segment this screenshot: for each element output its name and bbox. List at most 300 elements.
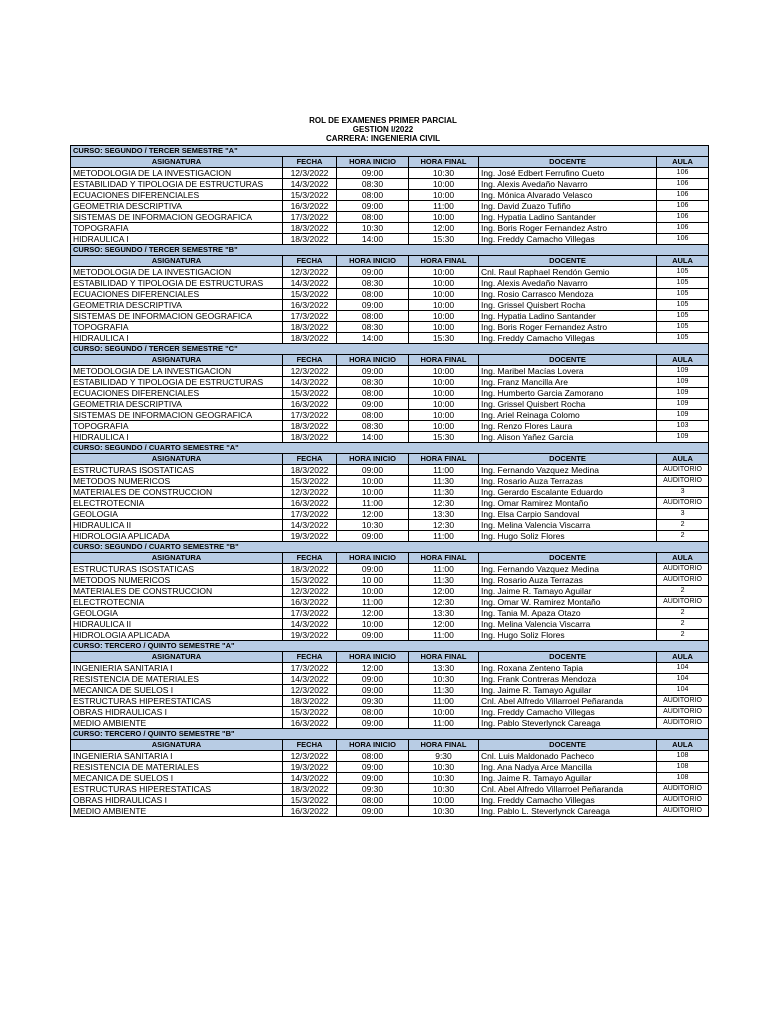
column-header-room: AULA	[657, 256, 709, 267]
table-row	[71, 520, 709, 531]
start-time-cell: 08:30	[337, 377, 409, 388]
end-time-cell: 10:00	[409, 795, 479, 806]
table-row	[71, 399, 709, 410]
room-cell: AUDITORIO	[657, 597, 709, 608]
teacher-cell: Ing. Alexis Avedaño Navarro	[479, 278, 657, 289]
room-cell: 2	[657, 630, 709, 641]
table-row	[71, 311, 709, 322]
room-cell: AUDITORIO	[657, 575, 709, 586]
start-time-cell: 08:00	[337, 751, 409, 762]
room-cell: 106	[657, 168, 709, 179]
room-cell: 108	[657, 751, 709, 762]
subject-cell: HIDRAULICA II	[71, 619, 283, 630]
table-row	[71, 234, 709, 245]
column-header-start-time: HORA INICIO	[337, 157, 409, 168]
start-time-cell: 08:30	[337, 421, 409, 432]
date-cell: 14/3/2022	[283, 520, 337, 531]
room-cell: 105	[657, 267, 709, 278]
teacher-cell: Ing. Tania M. Apaza Otazo	[479, 608, 657, 619]
table-row	[71, 300, 709, 311]
course-header-row	[71, 542, 709, 553]
room-cell: AUDITORIO	[657, 718, 709, 729]
subject-cell: MATERIALES DE CONSTRUCCION	[71, 487, 283, 498]
room-cell: AUDITORIO	[657, 564, 709, 575]
teacher-cell: Ing. Jaime R. Tamayo Aguilar	[479, 586, 657, 597]
room-cell: 106	[657, 212, 709, 223]
end-time-cell: 10:00	[409, 289, 479, 300]
teacher-cell: Ing. Alison Yañez Garcia	[479, 432, 657, 443]
start-time-cell: 09:30	[337, 784, 409, 795]
teacher-cell: Ing. Ana Nadya Arce Mancilla	[479, 762, 657, 773]
date-cell: 18/3/2022	[283, 234, 337, 245]
table-row	[71, 575, 709, 586]
date-cell: 18/3/2022	[283, 223, 337, 234]
room-cell: AUDITORIO	[657, 476, 709, 487]
document-title: ROL DE EXAMENES PRIMER PARCIAL	[309, 116, 457, 125]
subject-cell: INGENIERIA SANITARIA I	[71, 663, 283, 674]
subject-cell: RESISTENCIA DE MATERIALES	[71, 762, 283, 773]
date-cell: 16/3/2022	[283, 300, 337, 311]
end-time-cell: 10:00	[409, 179, 479, 190]
end-time-cell: 11:00	[409, 718, 479, 729]
room-cell: 109	[657, 377, 709, 388]
date-cell: 15/3/2022	[283, 476, 337, 487]
room-cell: AUDITORIO	[657, 696, 709, 707]
room-cell: AUDITORIO	[657, 465, 709, 476]
start-time-cell: 10 00	[337, 575, 409, 586]
column-header-row	[71, 355, 709, 366]
column-header-date: FECHA	[283, 553, 337, 564]
start-time-cell: 08:00	[337, 212, 409, 223]
end-time-cell: 11:00	[409, 564, 479, 575]
room-cell: 106	[657, 179, 709, 190]
date-cell: 14/3/2022	[283, 278, 337, 289]
teacher-cell: Ing. Maribel Macías Lovera	[479, 366, 657, 377]
end-time-cell: 10:00	[409, 322, 479, 333]
end-time-cell: 12:00	[409, 586, 479, 597]
room-cell: 104	[657, 674, 709, 685]
start-time-cell: 09:00	[337, 300, 409, 311]
teacher-cell: Ing. Jaime R. Tamayo Aguilar	[479, 773, 657, 784]
teacher-cell: Ing. Freddy Camacho Villegas	[479, 795, 657, 806]
document-header	[70, 116, 696, 143]
end-time-cell: 11:30	[409, 487, 479, 498]
subject-cell: MEDIO AMBIENTE	[71, 806, 283, 817]
course-title: CURSO: TERCERO / QUINTO SEMESTRE "A"	[71, 641, 709, 652]
room-cell: 109	[657, 432, 709, 443]
column-header-teacher: DOCENTE	[479, 157, 657, 168]
teacher-cell: Ing. Freddy Camacho Villegas	[479, 707, 657, 718]
table-row	[71, 685, 709, 696]
end-time-cell: 10:00	[409, 410, 479, 421]
date-cell: 12/3/2022	[283, 366, 337, 377]
date-cell: 15/3/2022	[283, 575, 337, 586]
column-header-start-time: HORA INICIO	[337, 355, 409, 366]
room-cell: 3	[657, 509, 709, 520]
column-header-subject: ASIGNATURA	[71, 355, 283, 366]
end-time-cell: 11:30	[409, 476, 479, 487]
start-time-cell: 14:00	[337, 333, 409, 344]
start-time-cell: 12:00	[337, 608, 409, 619]
column-header-start-time: HORA INICIO	[337, 740, 409, 751]
table-row	[71, 377, 709, 388]
end-time-cell: 10:30	[409, 784, 479, 795]
start-time-cell: 08:00	[337, 388, 409, 399]
date-cell: 12/3/2022	[283, 487, 337, 498]
subject-cell: SISTEMAS DE INFORMACION GEOGRAFICA	[71, 311, 283, 322]
subject-cell: GEOMETRIA DESCRIPTIVA	[71, 300, 283, 311]
table-row	[71, 586, 709, 597]
column-header-end-time: HORA FINAL	[409, 454, 479, 465]
start-time-cell: 08:00	[337, 190, 409, 201]
subject-cell: HIDRAULICA I	[71, 234, 283, 245]
teacher-cell: Ing. Rosio Carrasco Mendoza	[479, 289, 657, 300]
teacher-cell: Ing. Hypatia Ladino Santander	[479, 212, 657, 223]
table-row	[71, 718, 709, 729]
date-cell: 19/3/2022	[283, 630, 337, 641]
date-cell: 17/3/2022	[283, 311, 337, 322]
date-cell: 14/3/2022	[283, 377, 337, 388]
column-header-subject: ASIGNATURA	[71, 454, 283, 465]
subject-cell: ECUACIONES DIFERENCIALES	[71, 289, 283, 300]
teacher-cell: Cnl. Abel Alfredo Villarroel Peñaranda	[479, 696, 657, 707]
column-header-end-time: HORA FINAL	[409, 553, 479, 564]
start-time-cell: 08:00	[337, 410, 409, 421]
subject-cell: HIDRAULICA I	[71, 432, 283, 443]
teacher-cell: Ing. Melina Valencia Viscarra	[479, 520, 657, 531]
end-time-cell: 10:00	[409, 707, 479, 718]
room-cell: 109	[657, 410, 709, 421]
table-row	[71, 619, 709, 630]
teacher-cell: Ing. Omar W. Ramirez Montaño	[479, 597, 657, 608]
room-cell: AUDITORIO	[657, 784, 709, 795]
subject-cell: GEOMETRIA DESCRIPTIVA	[71, 201, 283, 212]
document-subtitle: GESTION I/2022	[352, 125, 414, 134]
exam-schedule-table	[70, 145, 709, 817]
column-header-subject: ASIGNATURA	[71, 553, 283, 564]
room-cell: 3	[657, 487, 709, 498]
date-cell: 14/3/2022	[283, 619, 337, 630]
room-cell: 103	[657, 421, 709, 432]
column-header-teacher: DOCENTE	[479, 355, 657, 366]
column-header-row	[71, 553, 709, 564]
end-time-cell: 11:00	[409, 531, 479, 542]
subject-cell: GEOLOGIA	[71, 509, 283, 520]
end-time-cell: 10:30	[409, 168, 479, 179]
room-cell: 2	[657, 531, 709, 542]
end-time-cell: 10:00	[409, 267, 479, 278]
subject-cell: MEDIO AMBIENTE	[71, 718, 283, 729]
room-cell: 105	[657, 333, 709, 344]
teacher-cell: Ing. José Edbert Ferrufino Cueto	[479, 168, 657, 179]
start-time-cell: 09:00	[337, 762, 409, 773]
start-time-cell: 08:00	[337, 311, 409, 322]
table-row	[71, 608, 709, 619]
teacher-cell: Ing. Grissel Quisbert Rocha	[479, 399, 657, 410]
teacher-cell: Ing. Omar Ramirez Montaño	[479, 498, 657, 509]
end-time-cell: 10:00	[409, 421, 479, 432]
table-row	[71, 179, 709, 190]
end-time-cell: 15:30	[409, 234, 479, 245]
column-header-teacher: DOCENTE	[479, 553, 657, 564]
column-header-teacher: DOCENTE	[479, 652, 657, 663]
room-cell: 2	[657, 608, 709, 619]
course-header-row	[71, 146, 709, 157]
column-header-room: AULA	[657, 553, 709, 564]
date-cell: 15/3/2022	[283, 289, 337, 300]
subject-cell: ELECTROTECNIA	[71, 597, 283, 608]
start-time-cell: 08:00	[337, 707, 409, 718]
table-row	[71, 212, 709, 223]
teacher-cell: Ing. Gerardo Escalante Eduardo	[479, 487, 657, 498]
date-cell: 12/3/2022	[283, 685, 337, 696]
end-time-cell: 10:00	[409, 278, 479, 289]
column-header-date: FECHA	[283, 740, 337, 751]
course-header-row	[71, 641, 709, 652]
subject-cell: ELECTROTECNIA	[71, 498, 283, 509]
table-row	[71, 267, 709, 278]
start-time-cell: 10:30	[337, 223, 409, 234]
date-cell: 14/3/2022	[283, 773, 337, 784]
subject-cell: ECUACIONES DIFERENCIALES	[71, 388, 283, 399]
teacher-cell: Ing. Pablo Steverlynck Careaga	[479, 718, 657, 729]
end-time-cell: 11:00	[409, 696, 479, 707]
date-cell: 12/3/2022	[283, 586, 337, 597]
column-header-subject: ASIGNATURA	[71, 157, 283, 168]
course-title: CURSO: SEGUNDO / CUARTO SEMESTRE "A"	[71, 443, 709, 454]
teacher-cell: Ing. Grissel Quisbert Rocha	[479, 300, 657, 311]
column-header-room: AULA	[657, 740, 709, 751]
start-time-cell: 09:00	[337, 564, 409, 575]
start-time-cell: 09:00	[337, 630, 409, 641]
table-row	[71, 674, 709, 685]
room-cell: 109	[657, 399, 709, 410]
teacher-cell: Ing. Elsa Carpio Sandoval	[479, 509, 657, 520]
end-time-cell: 13:30	[409, 509, 479, 520]
teacher-cell: Ing. Frank Contreras Mendoza	[479, 674, 657, 685]
room-cell: 109	[657, 388, 709, 399]
start-time-cell: 11:00	[337, 498, 409, 509]
subject-cell: MECANICA DE SUELOS I	[71, 685, 283, 696]
column-header-date: FECHA	[283, 256, 337, 267]
room-cell: AUDITORIO	[657, 707, 709, 718]
date-cell: 15/3/2022	[283, 795, 337, 806]
end-time-cell: 11:30	[409, 575, 479, 586]
column-header-subject: ASIGNATURA	[71, 740, 283, 751]
end-time-cell: 13:30	[409, 608, 479, 619]
end-time-cell: 11:00	[409, 201, 479, 212]
start-time-cell: 09:00	[337, 465, 409, 476]
date-cell: 14/3/2022	[283, 674, 337, 685]
start-time-cell: 14:00	[337, 234, 409, 245]
date-cell: 17/3/2022	[283, 663, 337, 674]
subject-cell: ESTRUCTURAS ISOSTATICAS	[71, 465, 283, 476]
date-cell: 18/3/2022	[283, 696, 337, 707]
date-cell: 16/3/2022	[283, 806, 337, 817]
room-cell: 106	[657, 190, 709, 201]
start-time-cell: 14:00	[337, 432, 409, 443]
date-cell: 18/3/2022	[283, 432, 337, 443]
table-row	[71, 751, 709, 762]
table-row	[71, 322, 709, 333]
table-row	[71, 410, 709, 421]
table-row	[71, 388, 709, 399]
table-row	[71, 289, 709, 300]
start-time-cell: 10:00	[337, 476, 409, 487]
start-time-cell: 09:00	[337, 531, 409, 542]
date-cell: 16/3/2022	[283, 498, 337, 509]
end-time-cell: 12:30	[409, 520, 479, 531]
end-time-cell: 13:30	[409, 663, 479, 674]
room-cell: 104	[657, 663, 709, 674]
room-cell: 105	[657, 278, 709, 289]
teacher-cell: Ing. Franz Mancilla Are	[479, 377, 657, 388]
date-cell: 15/3/2022	[283, 388, 337, 399]
teacher-cell: Ing. Renzo Flores Laura	[479, 421, 657, 432]
document-career: CARRERA: INGENIERIA CIVIL	[326, 134, 440, 143]
date-cell: 17/3/2022	[283, 608, 337, 619]
start-time-cell: 08:30	[337, 322, 409, 333]
course-title: CURSO: SEGUNDO / TERCER SEMESTRE "B"	[71, 245, 709, 256]
end-time-cell: 10:00	[409, 377, 479, 388]
subject-cell: SISTEMAS DE INFORMACION GEOGRAFICA	[71, 410, 283, 421]
table-row	[71, 773, 709, 784]
table-row	[71, 421, 709, 432]
date-cell: 16/3/2022	[283, 718, 337, 729]
teacher-cell: Cnl. Raul Raphael Rendón Gemio	[479, 267, 657, 278]
start-time-cell: 08:30	[337, 179, 409, 190]
subject-cell: METODOLOGIA DE LA INVESTIGACION	[71, 267, 283, 278]
date-cell: 17/3/2022	[283, 509, 337, 520]
subject-cell: MATERIALES DE CONSTRUCCION	[71, 586, 283, 597]
column-header-teacher: DOCENTE	[479, 740, 657, 751]
room-cell: 105	[657, 311, 709, 322]
start-time-cell: 08:00	[337, 289, 409, 300]
teacher-cell: Ing. Boris Roger Fernandez Astro	[479, 322, 657, 333]
table-row	[71, 487, 709, 498]
start-time-cell: 09:00	[337, 773, 409, 784]
subject-cell: HIDROLOGIA APLICADA	[71, 630, 283, 641]
end-time-cell: 10:00	[409, 300, 479, 311]
table-row	[71, 366, 709, 377]
end-time-cell: 11:30	[409, 685, 479, 696]
teacher-cell: Ing. Alexis Avedaño Navarro	[479, 179, 657, 190]
subject-cell: HIDRAULICA II	[71, 520, 283, 531]
end-time-cell: 10:30	[409, 806, 479, 817]
table-row	[71, 630, 709, 641]
table-row	[71, 432, 709, 443]
table-row	[71, 190, 709, 201]
column-header-start-time: HORA INICIO	[337, 256, 409, 267]
date-cell: 18/3/2022	[283, 564, 337, 575]
column-header-end-time: HORA FINAL	[409, 256, 479, 267]
room-cell: 106	[657, 223, 709, 234]
table-row	[71, 663, 709, 674]
subject-cell: METODOS NUMERICOS	[71, 476, 283, 487]
start-time-cell: 09:00	[337, 168, 409, 179]
teacher-cell: Ing. Hugo Soliz Flores	[479, 531, 657, 542]
date-cell: 12/3/2022	[283, 267, 337, 278]
date-cell: 12/3/2022	[283, 751, 337, 762]
start-time-cell: 09:00	[337, 674, 409, 685]
subject-cell: INGENIERIA SANITARIA I	[71, 751, 283, 762]
date-cell: 18/3/2022	[283, 465, 337, 476]
room-cell: 106	[657, 234, 709, 245]
date-cell: 16/3/2022	[283, 597, 337, 608]
course-header-row	[71, 245, 709, 256]
table-row	[71, 531, 709, 542]
end-time-cell: 10:00	[409, 311, 479, 322]
column-header-teacher: DOCENTE	[479, 256, 657, 267]
course-title: CURSO: SEGUNDO / CUARTO SEMESTRE "B"	[71, 542, 709, 553]
subject-cell: METODOLOGIA DE LA INVESTIGACION	[71, 366, 283, 377]
column-header-date: FECHA	[283, 454, 337, 465]
end-time-cell: 12:30	[409, 498, 479, 509]
teacher-cell: Ing. Rosario Auza Terrazas	[479, 476, 657, 487]
start-time-cell: 10:00	[337, 619, 409, 630]
column-header-row	[71, 652, 709, 663]
room-cell: 2	[657, 619, 709, 630]
column-header-row	[71, 256, 709, 267]
room-cell: 105	[657, 300, 709, 311]
teacher-cell: Ing. Hugo Soliz Flores	[479, 630, 657, 641]
room-cell: 2	[657, 586, 709, 597]
course-title: CURSO: SEGUNDO / TERCER SEMESTRE "A"	[71, 146, 709, 157]
subject-cell: OBRAS HIDRAULICAS I	[71, 707, 283, 718]
teacher-cell: Ing. Ariel Reinaga Colomo	[479, 410, 657, 421]
start-time-cell: 09:00	[337, 366, 409, 377]
end-time-cell: 10:00	[409, 366, 479, 377]
table-row	[71, 201, 709, 212]
end-time-cell: 10:30	[409, 674, 479, 685]
column-header-room: AULA	[657, 355, 709, 366]
course-header-row	[71, 729, 709, 740]
subject-cell: SISTEMAS DE INFORMACION GEOGRAFICA	[71, 212, 283, 223]
end-time-cell: 10:00	[409, 399, 479, 410]
subject-cell: ECUACIONES DIFERENCIALES	[71, 190, 283, 201]
date-cell: 17/3/2022	[283, 212, 337, 223]
teacher-cell: Cnl. Abel Alfredo Villarroel Peñaranda	[479, 784, 657, 795]
table-row	[71, 509, 709, 520]
table-row	[71, 278, 709, 289]
date-cell: 18/3/2022	[283, 333, 337, 344]
subject-cell: ESTABILIDAD Y TIPOLOGIA DE ESTRUCTURAS	[71, 179, 283, 190]
teacher-cell: Ing. Mónica Alvarado Velasco	[479, 190, 657, 201]
room-cell: AUDITORIO	[657, 795, 709, 806]
start-time-cell: 08:30	[337, 278, 409, 289]
room-cell: 104	[657, 685, 709, 696]
column-header-room: AULA	[657, 454, 709, 465]
room-cell: AUDITORIO	[657, 806, 709, 817]
course-header-row	[71, 344, 709, 355]
end-time-cell: 10:00	[409, 388, 479, 399]
start-time-cell: 09:00	[337, 806, 409, 817]
teacher-cell: Ing. Fernando Vazquez Medina	[479, 465, 657, 476]
date-cell: 17/3/2022	[283, 410, 337, 421]
subject-cell: ESTRUCTURAS HIPERESTATICAS	[71, 696, 283, 707]
teacher-cell: Ing. David Zuazo Tufiño	[479, 201, 657, 212]
start-time-cell: 09:00	[337, 685, 409, 696]
subject-cell: ESTRUCTURAS ISOSTATICAS	[71, 564, 283, 575]
subject-cell: GEOMETRIA DESCRIPTIVA	[71, 399, 283, 410]
subject-cell: ESTABILIDAD Y TIPOLOGIA DE ESTRUCTURAS	[71, 377, 283, 388]
column-header-teacher: DOCENTE	[479, 454, 657, 465]
table-row	[71, 223, 709, 234]
teacher-cell: Ing. Pablo L. Steverlynck Careaga	[479, 806, 657, 817]
teacher-cell: Ing. Freddy Camacho Villegas	[479, 234, 657, 245]
table-row	[71, 696, 709, 707]
column-header-end-time: HORA FINAL	[409, 740, 479, 751]
